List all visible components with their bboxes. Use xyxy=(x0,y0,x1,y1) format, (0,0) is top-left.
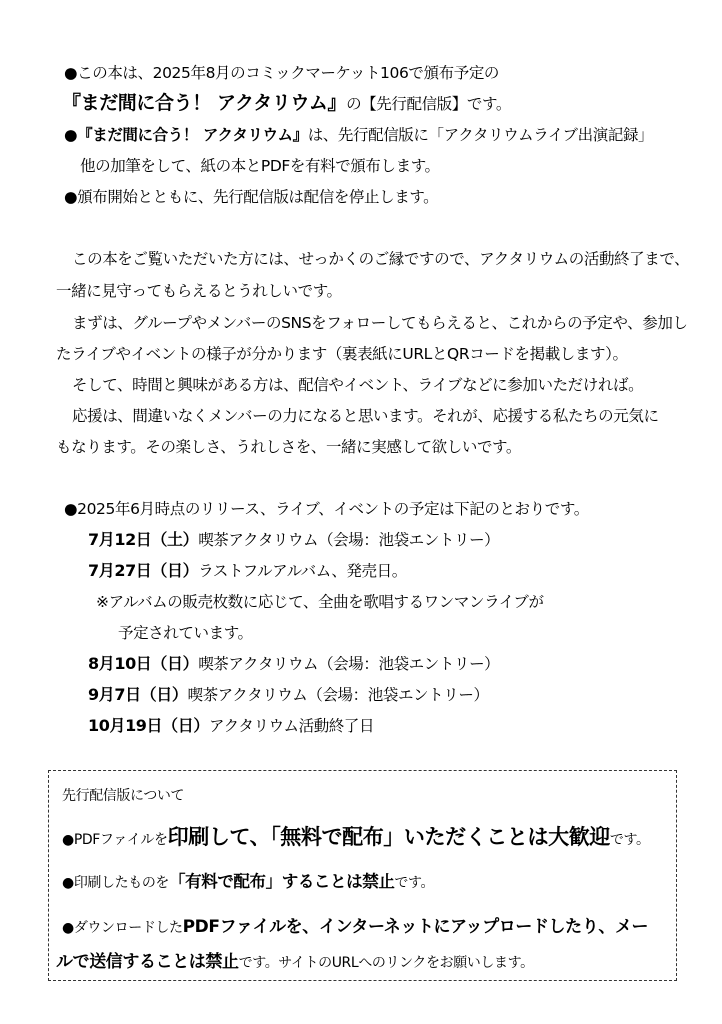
intro-line-2-rest: の【先行配信版】です。 xyxy=(346,95,511,113)
intro-line-1: ●この本は、2025年8月のコミックマーケット106で頒布予定の xyxy=(64,64,500,82)
schedule-desc: アクタリウム活動終了日 xyxy=(208,717,375,735)
schedule-date: 9月7日（日） xyxy=(88,685,188,704)
message-line-2: 一緒に見守ってもらえるとうれしいです。 xyxy=(56,282,342,300)
intro-line-4: 他の加筆をして、紙の本とPDFを有料で頒布します。 xyxy=(80,157,440,175)
notice-row-1-b: 印刷して、「無料で配布」いただくことは大歓迎 xyxy=(167,825,610,849)
schedule-date: 7月27日（日） xyxy=(88,561,199,580)
intro-line-2 xyxy=(62,92,511,115)
schedule-date: 10月19日（日） xyxy=(88,716,209,735)
schedule-item xyxy=(88,715,374,737)
schedule-desc: ラストフルアルバム、発売日。 xyxy=(198,562,407,580)
schedule-date: 8月10日（日） xyxy=(88,654,199,673)
schedule-heading: ●2025年6月時点のリリース、ライブ、イベントの予定は下記のとおりです。 xyxy=(64,500,589,518)
schedule-desc: 喫茶アクタリウム（会場：池袋エントリー） xyxy=(198,531,500,549)
notice-row-4-c: です。サイトのURLへのリンクをお願いします。 xyxy=(238,955,534,971)
schedule-desc: 喫茶アクタリウム（会場：池袋エントリー） xyxy=(198,655,500,673)
schedule-desc: 喫茶アクタリウム（会場：池袋エントリー） xyxy=(187,686,489,704)
notice-row-4-b: ルで送信することは禁止 xyxy=(56,952,239,972)
notice-row-3 xyxy=(62,916,648,939)
schedule-note-2: 予定されています。 xyxy=(118,624,253,642)
intro-line-3-rest: は、先行配信版に「アクタリウムライブ出演記録」 xyxy=(307,126,654,144)
bullet: ● xyxy=(64,126,78,144)
notice-row-4 xyxy=(56,951,534,974)
schedule-item xyxy=(88,653,499,675)
schedule-date: 7月12日（土） xyxy=(88,530,199,549)
intro-line-3 xyxy=(64,124,653,146)
notice-row-2 xyxy=(62,871,434,894)
notice-row-1-c: です。 xyxy=(609,832,650,848)
notice-row-2-a: ●印刷したものを xyxy=(62,875,170,891)
intro-line-5: ●頒布開始とともに、先行配信版は配信を停止します。 xyxy=(64,188,439,206)
message-line-4: たライブやイベントの様子が分かります（裏表紙にURLとQRコードを掲載します）。 xyxy=(56,345,628,363)
notice-title: 先行配信版について xyxy=(62,788,185,804)
book-title: 『まだ間に合う！ アクタリウム』 xyxy=(62,92,347,114)
notice-row-2-b: 「有料で配布」することは禁止 xyxy=(169,872,395,891)
notice-row-1-a: ●PDFファイルを xyxy=(62,832,168,848)
schedule-item xyxy=(88,560,407,582)
message-line-7: もなります。その楽しさ、うれしさを、一緒に実感して欲しいです。 xyxy=(56,438,522,456)
schedule-note-1: ※アルバムの販売枚数に応じて、全曲を歌唱するワンマンライブが xyxy=(96,593,544,611)
message-line-3: まずは、グループやメンバーのSNSをフォローしてもらえると、これからの予定や、参加し xyxy=(72,314,688,332)
notice-row-1 xyxy=(62,826,650,851)
message-line-6: 応援は、間違いなくメンバーの力になると思います。それが、応援する私たちの元気に xyxy=(72,407,659,425)
message-line-1: この本をご覧いただいた方には、せっかくのご縁ですので、アクタリウムの活動終了まで、 xyxy=(72,250,690,268)
notice-row-3-a: ●ダウンロードした xyxy=(62,920,183,936)
notice-row-3-b: PDFファイルを、インターネットにアップロードしたり、メー xyxy=(182,917,649,937)
schedule-item xyxy=(88,684,489,706)
notice-row-2-c: です。 xyxy=(394,875,435,891)
schedule-item xyxy=(88,529,499,551)
book-title-bold: 『まだ間に合う！ アクタリウム』 xyxy=(77,126,308,144)
message-line-5: そして、時間と興味がある方は、配信やイベント、ライブなどに参加いただければ。 xyxy=(72,376,644,394)
